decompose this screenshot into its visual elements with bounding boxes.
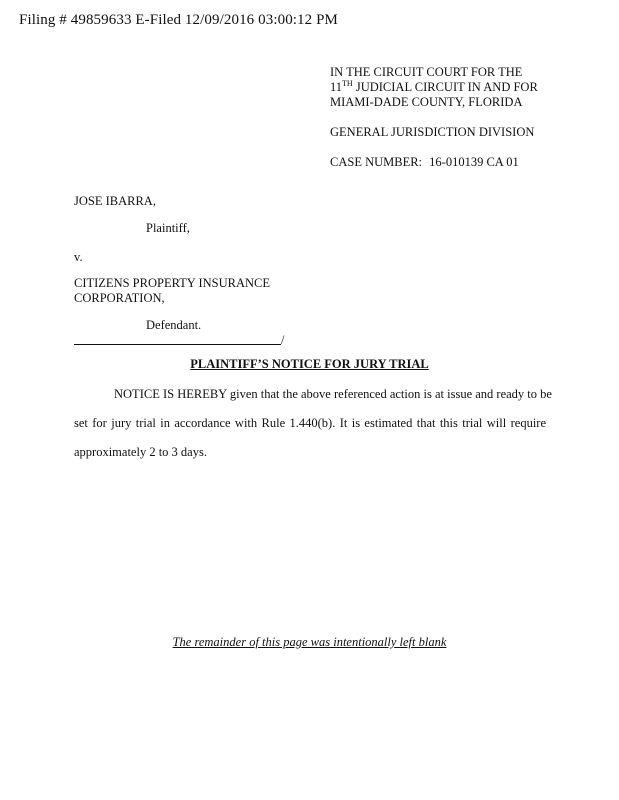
notice-line-1: NOTICE IS HEREBY given that the above referenced action is at issue and ready to be — [114, 387, 552, 401]
caption-rule — [74, 344, 281, 345]
defendant-role: Defendant. — [146, 318, 202, 332]
circuit-ordinal: TH — [342, 79, 353, 88]
document-title: PLAINTIFF’S NOTICE FOR JURY TRIAL — [190, 357, 429, 371]
plaintiff-name: JOSE IBARRA, — [74, 194, 156, 208]
filing-stamp: Filing # 49859633 E-Filed 12/09/2016 03:00:12 PM — [19, 12, 338, 28]
court-heading — [330, 65, 538, 170]
notice-paragraph — [74, 380, 552, 467]
versus: v. — [74, 250, 83, 264]
plaintiff-role: Plaintiff, — [146, 221, 190, 235]
notice-line-2: set for jury trial in accordance with Rule 1.440(b). It is estimated that this trial will require — [74, 416, 546, 430]
court-line-1: IN THE CIRCUIT COURT FOR THE — [330, 65, 523, 79]
court-division: GENERAL JURISDICTION DIVISION — [330, 125, 535, 139]
defendant-name-line-2: CORPORATION, — [74, 291, 165, 305]
caption-slash: / — [281, 333, 285, 347]
case-number-label: CASE NUMBER: — [330, 155, 423, 169]
court-line-2-rest: JUDICIAL CIRCUIT IN AND FOR — [352, 80, 538, 94]
remainder-note: The remainder of this page was intentionally left blank — [172, 635, 447, 649]
defendant-name-line-1: CITIZENS PROPERTY INSURANCE — [74, 276, 271, 290]
court-line-3: MIAMI-DADE COUNTY, FLORIDA — [330, 95, 523, 109]
court-line-2 — [330, 80, 538, 95]
circuit-number: 11 — [330, 80, 343, 94]
case-number-value: 16-010139 CA 01 — [429, 155, 519, 169]
notice-line-3: approximately 2 to 3 days. — [74, 445, 207, 459]
case-number-line — [330, 155, 538, 170]
